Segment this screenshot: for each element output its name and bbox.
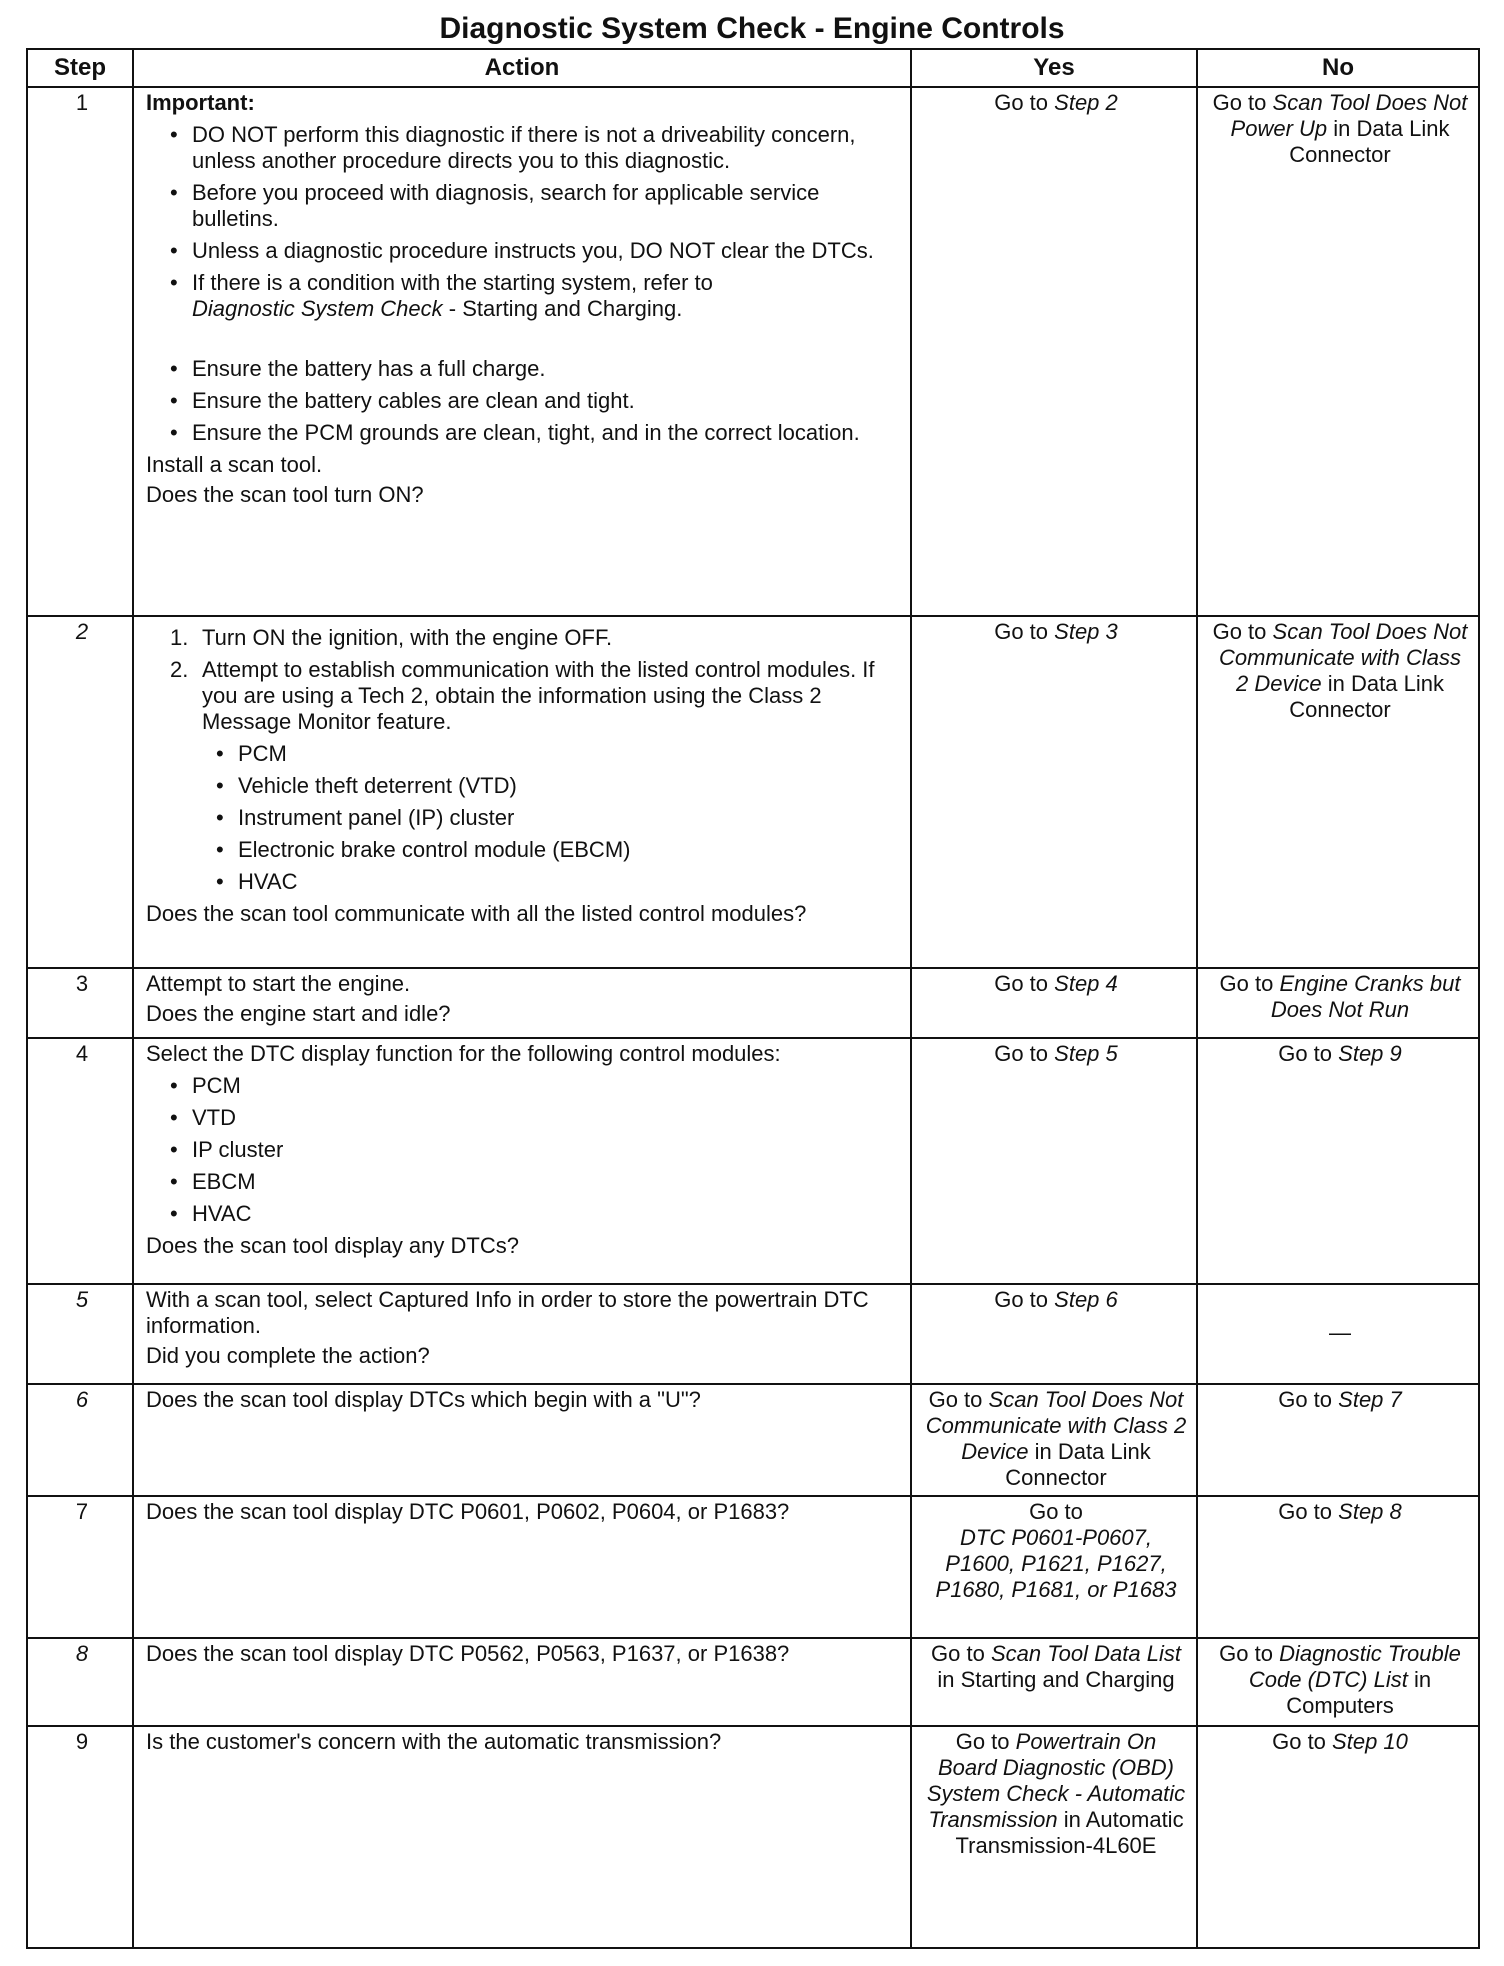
question-text: Does the scan tool turn ON? bbox=[146, 482, 424, 507]
no-link: Step 10 bbox=[1332, 1729, 1408, 1754]
no-cell: Go to Engine Cranks but Does Not Run bbox=[1197, 968, 1479, 1038]
no-link: Engine Cranks but Does Not Run bbox=[1270, 971, 1461, 1022]
list-item: • EBCM bbox=[192, 1169, 902, 1195]
numbered-steps bbox=[146, 625, 902, 735]
step-number: 6 bbox=[27, 1384, 133, 1496]
important-label: Important: bbox=[146, 90, 255, 115]
table-header-row bbox=[27, 49, 1479, 87]
instruction-text: Select the DTC display function for the following control modules: bbox=[146, 1041, 781, 1066]
modules-list bbox=[146, 1073, 902, 1227]
no-link: Step 7 bbox=[1338, 1387, 1402, 1412]
list-item: • Before you proceed with diagnosis, search for applicable service bulletins. bbox=[192, 180, 902, 232]
yes-link: Step 6 bbox=[1054, 1287, 1118, 1312]
no-cell: Go to Step 8 bbox=[1197, 1496, 1479, 1638]
yes-cell: Go to Step 2 bbox=[911, 87, 1197, 616]
question-text: Does the scan tool communicate with all the listed control modules? bbox=[146, 901, 807, 926]
modules-list bbox=[146, 741, 902, 895]
list-item: • Instrument panel (IP) cluster bbox=[238, 805, 902, 831]
action-cell bbox=[133, 1726, 911, 1948]
question-text: Did you complete the action? bbox=[146, 1343, 430, 1368]
page-title: Diagnostic System Check - Engine Controls bbox=[439, 12, 1065, 45]
yes-cell: Go to DTC P0601-P0607, P1600, P1621, P1627, P1680, P1681, or P1683 bbox=[911, 1496, 1197, 1638]
yes-cell: Go to Step 4 bbox=[911, 968, 1197, 1038]
important-list bbox=[146, 122, 902, 322]
no-link: Diagnostic Trouble Code (DTC) List bbox=[1248, 1641, 1461, 1692]
action-cell bbox=[133, 1284, 911, 1384]
table-row bbox=[27, 1726, 1479, 1948]
action-cell bbox=[133, 1638, 911, 1726]
action-cell bbox=[133, 1496, 911, 1638]
yes-link: Step 4 bbox=[1054, 971, 1118, 996]
checks-list bbox=[146, 356, 902, 446]
table-row bbox=[27, 968, 1479, 1038]
instruction-text: Attempt to start the engine. bbox=[146, 971, 411, 996]
instruction-text: Install a scan tool. bbox=[146, 452, 323, 477]
list-item: • Vehicle theft deterrent (VTD) bbox=[238, 773, 902, 799]
yes-cell: Go to Scan Tool Data List in Starting and Charging bbox=[911, 1638, 1197, 1726]
diagnostic-table bbox=[26, 48, 1480, 1949]
no-link: Step 8 bbox=[1338, 1499, 1402, 1524]
action-cell bbox=[133, 1384, 911, 1496]
question-text: Does the scan tool display any DTCs? bbox=[146, 1233, 519, 1258]
header-no: No bbox=[1197, 49, 1479, 87]
no-cell: Go to Step 10 bbox=[1197, 1726, 1479, 1948]
header-yes: Yes bbox=[911, 49, 1197, 87]
yes-link: Step 2 bbox=[1054, 90, 1118, 115]
yes-cell: Go to Step 6 bbox=[911, 1284, 1197, 1384]
header-step: Step bbox=[27, 49, 133, 87]
yes-cell: Go to Step 3 bbox=[911, 616, 1197, 968]
no-link: Step 9 bbox=[1338, 1041, 1402, 1066]
action-cell bbox=[133, 1038, 911, 1284]
list-item: 2. Attempt to establish communication with the listed control modules. If you are using a Tech 2, obtain the information using the Class 2 Message Monitor feature. bbox=[170, 657, 875, 734]
step-number: 1 bbox=[27, 87, 133, 616]
step-number: 3 bbox=[27, 968, 133, 1038]
yes-cell: Go to Powertrain On Board Diagnostic (OBD) System Check - Automatic Transmission in Automatic Transmission-4L60E bbox=[911, 1726, 1197, 1948]
action-cell bbox=[133, 616, 911, 968]
list-item: • If there is a condition with the starting system, refer to Diagnostic System Check - Starting and Charging. bbox=[192, 270, 902, 322]
list-item: • VTD bbox=[192, 1105, 902, 1131]
list-item: • PCM bbox=[192, 1073, 902, 1099]
yes-cell: Go to Step 5 bbox=[911, 1038, 1197, 1284]
question-text: Does the scan tool display DTC P0562, P0563, P1637, or P1638? bbox=[146, 1641, 790, 1666]
no-cell: Go to Diagnostic Trouble Code (DTC) List in Computers bbox=[1197, 1638, 1479, 1726]
step-number: 4 bbox=[27, 1038, 133, 1284]
yes-link: Step 3 bbox=[1054, 619, 1118, 644]
reference-link: Diagnostic System Check bbox=[192, 296, 443, 321]
step-number: 8 bbox=[27, 1638, 133, 1726]
question-text: Does the scan tool display DTC P0601, P0602, P0604, or P1683? bbox=[146, 1499, 790, 1524]
step-number: 5 bbox=[27, 1284, 133, 1384]
question-text: Is the customer's concern with the automatic transmission? bbox=[146, 1729, 722, 1754]
no-link: Scan Tool Does Not Power Up bbox=[1230, 90, 1468, 141]
yes-cell: Go to Scan Tool Does Not Communicate with Class 2 Device in Data Link Connector bbox=[911, 1384, 1197, 1496]
yes-link: Step 5 bbox=[1054, 1041, 1118, 1066]
list-item: 1. Turn ON the ignition, with the engine OFF. bbox=[170, 625, 613, 650]
no-cell: Go to Step 7 bbox=[1197, 1384, 1479, 1496]
list-item: • Ensure the PCM grounds are clean, tight, and in the correct location. bbox=[192, 420, 902, 446]
list-item: • DO NOT perform this diagnostic if there is not a driveability concern, unless another procedure directs you to this diagnostic. bbox=[192, 122, 902, 174]
table-row bbox=[27, 1638, 1479, 1726]
instruction-text: With a scan tool, select Captured Info in order to store the powertrain DTC information. bbox=[146, 1287, 869, 1338]
yes-link: DTC P0601-P0607, P1600, P1621, P1627, P1680, P1681, or P1683 bbox=[935, 1525, 1177, 1602]
yes-link: Powertrain On Board Diagnostic (OBD) System Check - Automatic Transmission bbox=[926, 1729, 1186, 1832]
list-item: • IP cluster bbox=[192, 1137, 902, 1163]
no-cell: — bbox=[1197, 1284, 1479, 1384]
list-item: • PCM bbox=[238, 741, 902, 767]
table-row bbox=[27, 87, 1479, 616]
step-number: 9 bbox=[27, 1726, 133, 1948]
list-item: • HVAC bbox=[238, 869, 902, 895]
yes-link: Scan Tool Does Not Communicate with Class 2 Device bbox=[925, 1387, 1187, 1464]
question-text: Does the scan tool display DTCs which begin with a "U"? bbox=[146, 1387, 701, 1412]
list-item: • HVAC bbox=[192, 1201, 902, 1227]
no-cell: Go to Step 9 bbox=[1197, 1038, 1479, 1284]
question-text: Does the engine start and idle? bbox=[146, 1001, 451, 1026]
table-row bbox=[27, 1284, 1479, 1384]
table-row bbox=[27, 1038, 1479, 1284]
list-item: • Ensure the battery cables are clean and tight. bbox=[192, 388, 902, 414]
action-cell bbox=[133, 87, 911, 616]
no-cell: Go to Scan Tool Does Not Power Up in Data Link Connector bbox=[1197, 87, 1479, 616]
list-item: • Unless a diagnostic procedure instructs you, DO NOT clear the DTCs. bbox=[192, 238, 902, 264]
no-link: Scan Tool Does Not Communicate with Class 2 Device bbox=[1218, 619, 1468, 696]
table-row bbox=[27, 1496, 1479, 1638]
list-item: • Ensure the battery has a full charge. bbox=[192, 356, 902, 382]
table-row bbox=[27, 616, 1479, 968]
table-row bbox=[27, 1384, 1479, 1496]
step-number: 7 bbox=[27, 1496, 133, 1638]
header-action: Action bbox=[133, 49, 911, 87]
no-cell: Go to Scan Tool Does Not Communicate with Class 2 Device in Data Link Connector bbox=[1197, 616, 1479, 968]
step-number: 2 bbox=[27, 616, 133, 968]
list-item: • Electronic brake control module (EBCM) bbox=[238, 837, 902, 863]
yes-link: Scan Tool Data List bbox=[990, 1641, 1181, 1666]
action-cell bbox=[133, 968, 911, 1038]
